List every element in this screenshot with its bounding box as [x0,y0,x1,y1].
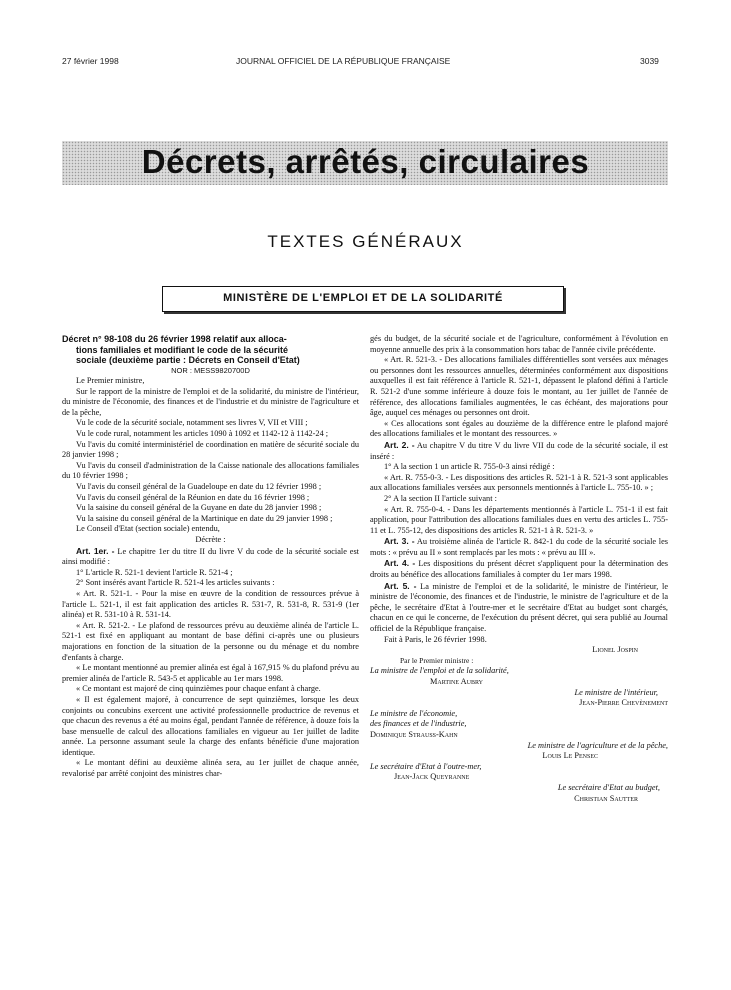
decree-title-line2: tions familiales et modifiant le code de la sécurité [76,344,289,355]
paragraph: Vu l'avis du comité interministériel de coordination en matière de sécurité sociale du 28 janvier 1998 ; [62,439,359,460]
section-title: TEXTES GÉNÉRAUX [267,232,464,251]
paragraph: Le Premier ministre, [76,376,145,386]
paragraph: Vu le code de la sécurité sociale, notamment ses livres V, VII et VIII ; [76,418,308,428]
paragraph: « Ces allocations sont égales au douzième de la différence entre le plafond majoré des allocations familiales et le montant des ressources. » [370,418,668,439]
left-column [62,334,359,780]
article-1 [62,546,359,568]
article-label: Art. 4. - [384,558,416,569]
signature-title: Le ministre de l'intérieur, [574,687,658,697]
paragraph: « Art. R. 521-2. - Le plafond de ressources prévu au deuxième alinéa de l'article L. 521-1 est fixé en appliquant au montant de base défini ci-après une ou plusieurs majorations en fonction de la situation de la personne ou du ménage et du nombre d'enfants à charge. [62,620,359,662]
paragraph: gés du budget, de la sécurité sociale et de l'agriculture, conformément à l'évolution en moyenne annuelle des prix à la consommation hors tabac de l'année civile précédente. [370,334,668,354]
article-label: Art. 1er. - [76,545,115,556]
paragraph: Vu l'avis du conseil d'administration de la Caisse nationale des allocations familiales du 10 février 1998 ; [62,460,359,481]
ministry-title: MINISTÈRE DE L'EMPLOI ET DE LA SOLIDARITÉ [223,292,503,304]
paragraph: Vu la saisine du conseil général de la Guyane en date du 28 janvier 1998 ; [76,503,322,513]
signature-title: des finances et de l'industrie, [370,719,467,729]
paragraph: 1° L'article R. 521-1 devient l'article R. 521-4 ; [76,567,233,577]
signature-name: Jean-Pierre Chevènement [579,698,668,708]
article-text: Au chapitre V du titre V du livre VII du code de la sécurité sociale, il est inséré : [370,440,669,461]
article-text: Au troisième alinéa de l'article R. 842-1 du code de la sécurité sociale les mots : « prévu au II » sont remplacés par les mots : « prévu au III ». [370,537,669,557]
signature-name: Martine Aubry [430,677,483,686]
paragraph: Le Conseil d'Etat (section sociale) entendu, [76,524,220,534]
paragraph: « Art. R. 521-1. - Pour la mise en œuvre de la condition de ressources prévue à l'article L. 521-1, il est fait application des articles R. 531-7, R. 531-8, R. 531-9 (1er alinéa) et R. 531-10 à R. 531-14. [62,588,359,620]
article-text: La ministre de l'emploi et de la solidarité, le ministre de l'intérieur, le ministre de l'économie, des finances et de l'industrie, le ministre de l'agriculture et de la pêche, le secrétaire d'Etat à l'outre-mer et le secrétaire d'Etat au budget sont chargés, chacun en ce qui le concerne, de l'exécution du présent décret, qui sera publié au Journal officiel de la République française. [370,581,669,634]
paragraph: « Il est également majoré, à concurrence de sept quinzièmes, lorsque les deux conjoints ou concubins exercent une activité professionnelle productrice de revenus et que chacun des revenus a été au moins égal, pendant l'année de référence, à douze fois la base mensuelle de calcul des allocations familiales en vigueur au 1er juillet de ladite année. La personne assumant seule la charge des enfants bénéficie d'une majoration identique. [62,694,359,757]
paragraph: « Art. R. 755-0-4. - Dans les départements mentionnés à l'article L. 751-1 il est fait application, pour l'attribution des allocations familiales dues en vertu des articles L. 755-11 et L. 755-12, des dispositions des articles R. 521-1 à R. 521-3. » [370,504,668,535]
paragraph: 1° A la section 1 un article R. 755-0-3 ainsi rédigé : [384,462,555,472]
right-column [370,334,668,804]
banner-title: Décrets, arrêtés, circulaires [141,143,590,180]
header-journal-title: JOURNAL OFFICIEL DE LA RÉPUBLIQUE FRANÇAISE [236,56,451,66]
signature-pm: Lionel Jospin [592,645,638,655]
signature-title: Le ministre de l'économie, [370,708,458,718]
signature-title: Le secrétaire d'Etat au budget, [557,782,660,792]
nor-reference: NOR : MESS9820700D [171,365,250,375]
article-3 [370,536,668,558]
paragraph: Vu l'avis du conseil général de la Réunion en date du 16 février 1998 ; [76,492,310,502]
decree-title-line3: sociale (deuxième partie : Décrets en Conseil d'Etat) [76,355,300,365]
article-5 [370,581,668,635]
paragraph: « Art. R. 755-0-3. - Les dispositions des articles R. 521-1 à R. 521-3 sont applicables aux allocations familiales versées aux personnels mentionnés à l'article L. 755-10. » ; [370,472,668,493]
paragraph: « Art. R. 521-3. - Des allocations familiales différentielles sont versées aux ménages ou personnes dont les ressources annuelles, déterminées conformément aux dispositions auxquelles il est fait référence à l'article R. 521-1, dépassent le plafond défini à l'article R. 521-2 d'une somme inférieure à douze fois le montant, au 1er juillet de l'année de référence, des allocations familiales augmentées, le cas échéant, des majorations pour âge, auquel ces ménages ou personnes ont droit. [370,355,668,418]
article-label: Art. 3. - [384,536,415,547]
done-at: Fait à Paris, le 26 février 1998. [384,634,487,644]
paragraph: Vu le code rural, notamment les articles 1090 à 1092 et 1142-12 à 1142-24 ; [76,429,329,439]
ministry-box [162,286,564,312]
paragraph: Vu l'avis du conseil général de la Guadeloupe en date du 12 février 1998 ; [76,482,322,492]
paragraph: Sur le rapport de la ministre de l'emploi et de la solidarité, du ministre de l'intérieur, du ministre de l'économie, des finances et de l'industrie et du ministre de l'agriculture et de la pêche, [62,386,359,417]
article-text: Les dispositions du présent décret s'appliquent pour la détermination des droits au bénéfice des allocations familiales à compter du 1er mars 1998. [370,559,669,580]
article-label: Art. 2. - [384,439,415,450]
decree-title-line1: Décret n° 98-108 du 26 février 1998 relatif aux alloca- [62,334,287,344]
par-le-premier-ministre: Par le Premier ministre : [400,655,474,665]
paragraph: « Ce montant est majoré de cinq quinzièmes pour chaque enfant à charge. [76,684,321,694]
paragraph: 2° Sont insérés avant l'article R. 521-4 les articles suivants : [76,578,275,588]
signature-name: Jean-Jack Queyranne [394,772,470,782]
signature-name: Christian Sautter [574,793,638,803]
signature-name: Dominique Strauss-Kahn [370,729,458,739]
paragraph: « Le montant défini au deuxième alinéa sera, au 1er juillet de chaque année, revalorisé par arrêté conjoint des ministres char- [62,758,359,779]
header-date: 27 février 1998 [62,56,119,66]
paragraph: « Le montant mentionné au premier alinéa est égal à 167,915 % du plafond prévu au premier alinéa de l'article R. 543-5 et applicable au 1er mars 1998. [62,663,359,683]
signature-title: La ministre de l'emploi et de la solidarité, [370,666,509,676]
decrete-line: Décrète : [195,535,226,544]
decree-title [62,334,359,366]
article-label: Art. 5. - [384,580,417,591]
header-page-number: 3039 [640,56,659,66]
signature-name: Louis Le Pensec [542,751,598,761]
article-2 [370,440,668,462]
article-4 [370,558,668,580]
signature-title: Le ministre de l'agriculture et de la pêche, [527,740,668,750]
paragraph: 2° A la section II l'article suivant : [384,493,497,503]
paragraph: Vu la saisine du conseil général de la Martinique en date du 29 janvier 1998 ; [76,513,333,523]
article-text: Le chapitre 1er du titre II du livre V du code de la sécurité sociale est ainsi modifié : [62,546,359,567]
signature-title: Le secrétaire d'Etat à l'outre-mer, [370,761,482,771]
